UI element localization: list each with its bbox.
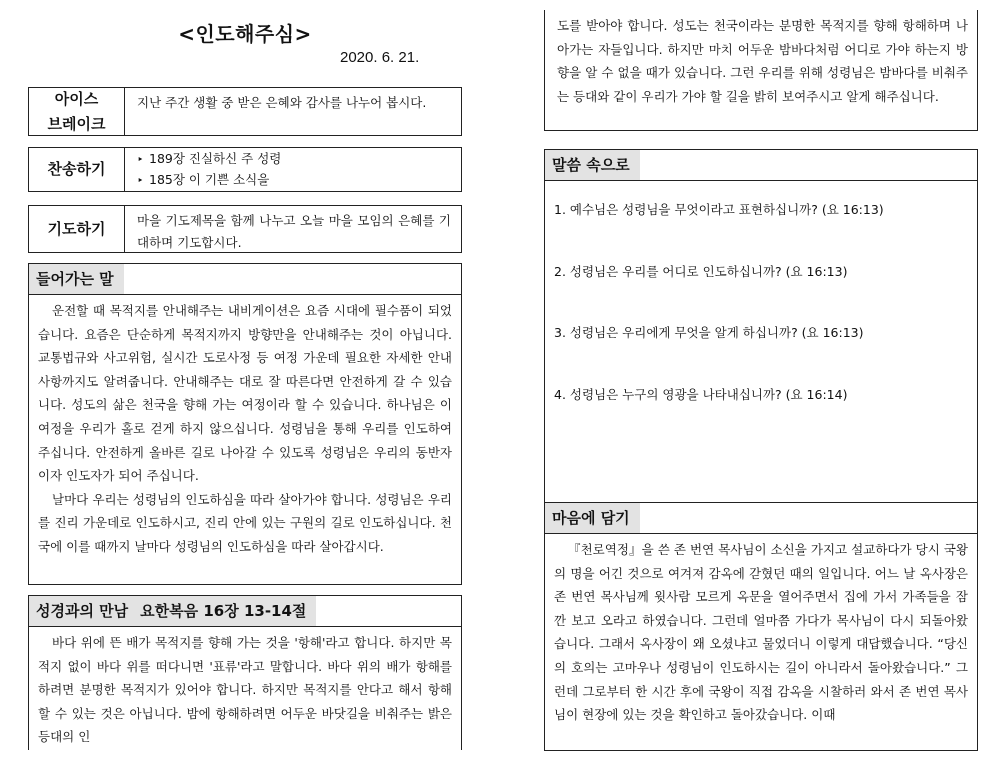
scripture-body — [29, 627, 461, 749]
continuation-box: 도를 받아야 합니다. 성도는 천국이라는 분명한 목적지를 향해 항해하며 나아가는 자들입니다. 하지만 마치 어두운 밤바다처럼 어디로 가야 하는지 방향을 알 수 없을 때가 있습니다. 그런 우리를 위해 성령님은 밤바다를 비춰주는 등대와 같이 우리가 가야 할 길을 밝히 보여주시고 알게 해주십니다. — [544, 10, 978, 131]
question-list — [545, 181, 977, 447]
scripture-heading: 성경과의 만남 — [36, 602, 129, 620]
heart-header — [545, 503, 977, 534]
icebreak-box — [28, 87, 462, 136]
intro-section — [28, 263, 462, 585]
section-heading: 마음에 담기 — [545, 503, 640, 533]
prayer-box — [28, 205, 462, 253]
question-item: 1. 예수님은 성령님을 무엇이라고 표현하십니까? (요 16:13) — [554, 202, 884, 217]
date: 2020. 6. 21. — [340, 49, 420, 66]
prayer-text: 마을 기도제목을 함께 나누고 오늘 마을 모임의 은혜를 기대하며 기도합시다. — [137, 213, 451, 250]
question-item: 2. 성령님은 우리를 어디로 인도하십니까? (요 16:13) — [554, 263, 848, 279]
section-heading — [29, 596, 316, 626]
praise-label: 찬송하기 — [29, 148, 125, 191]
questions-section — [544, 149, 978, 503]
scripture-section — [28, 595, 462, 750]
hymn-list — [125, 148, 461, 191]
heart-section — [544, 503, 978, 751]
section-heading: 말씀 속으로 — [545, 150, 640, 180]
intro-header — [29, 264, 461, 295]
hymn-item: ‣ 189장 진실하신 주 성령 — [137, 149, 451, 170]
paragraph: 운전할 때 목적지를 안내해주는 내비게이션은 요즘 시대에 필수품이 되었습니다. 요즘은 단순하게 목적지까지 방향만을 안내해주는 것이 아닙니다. 교통법규와 사고위험, 실시간 도로사정 등 여정 가운데 필요한 자세한 안내사항까지도 알려줍니다. 안내해주는 대로 잘 따른다면 안전하게 갈 수 있습니다. 성도의 삶은 천국을 향해 가는 여정이라 할 수 있습니다. 하나님은 이 여정을 우리가 홀로 걷게 하지 않으십니다. 성령님을 통해 우리를 인도하여 주십니다. 안전하게 올바른 길로 나아갈 수 있도록 성령님은 우리의 동반자이자 인도자가 되어 주십니다. — [38, 303, 452, 484]
question-item: 3. 성령님은 우리에게 무엇을 알게 하십니까? (요 16:13) — [554, 325, 864, 340]
page-title: <인도해주심> — [178, 22, 312, 46]
paragraph: 『천로역정』을 쓴 존 번연 목사님이 소신을 가지고 설교하다가 당시 국왕의 명을 어긴 것으로 여겨져 감옥에 갇혔던 때의 일입니다. 어느 날 옥사장은 존 번연 목사님께 윗사람 모르게 옥문을 열어주면서 집에 가서 가족들을 잠깐 보고 오라고 하였습니다. 그런데 얼마쯤 가다가 목사님이 다시 되돌아왔습니다. 그래서 옥사장이 왜 오셨냐고 물었더니 이렇게 대답했습니다. “당신의 호의는 고마우나 성령님이 인도하시는 길이 아니라서 돌아왔습니다.” 그런데 그로부터 한 시간 후에 국왕이 직접 감옥을 시찰하러 와서 존 번연 목사님이 현장에 있는 것을 확인하고 돌아갔습니다. 이때 — [554, 542, 968, 723]
heart-body — [545, 534, 977, 727]
praise-box — [28, 147, 462, 192]
questions-header — [545, 150, 977, 181]
paragraph: 바다 위에 뜬 배가 목적지를 향해 가는 것을 '항해'라고 합니다. 하지만 목적지 없이 바다 위를 떠다니면 '표류'라고 말합니다. 바다 위의 배가 항해를 하려면 분명한 목적지가 있어야 합니다. 하지만 목적지를 안다고 해서 항해할 수 있는 것은 아닙니다. 밤에 항해하려면 어두운 바닷길을 비춰주는 밝은 등대의 인 — [38, 635, 452, 745]
scripture-header — [29, 596, 461, 627]
paragraph: 날마다 우리는 성령님의 인도하심을 따라 살아가야 합니다. 성령님은 우리를 진리 가운데로 인도하시고, 진리 안에 있는 구원의 길로 인도하십니다. 천국에 이를 때까지 날마다 성령님의 인도하심을 따라 살아갑시다. — [38, 491, 452, 554]
icebreak-text: 지난 주간 생활 중 받은 은혜와 감사를 나누어 봅시다. — [137, 95, 427, 110]
question-item: 4. 성령님은 누구의 영광을 나타내십니까? (요 16:14) — [554, 386, 848, 402]
hymn-item: ‣ 185장 이 기쁜 소식을 — [137, 170, 451, 191]
intro-body — [29, 295, 461, 559]
scripture-reference: 요한복음 16장 13-14절 — [140, 602, 307, 620]
section-heading: 들어가는 말 — [29, 264, 124, 294]
prayer-label: 기도하기 — [29, 206, 125, 252]
icebreak-label: 아이스 브레이크 — [29, 88, 125, 135]
